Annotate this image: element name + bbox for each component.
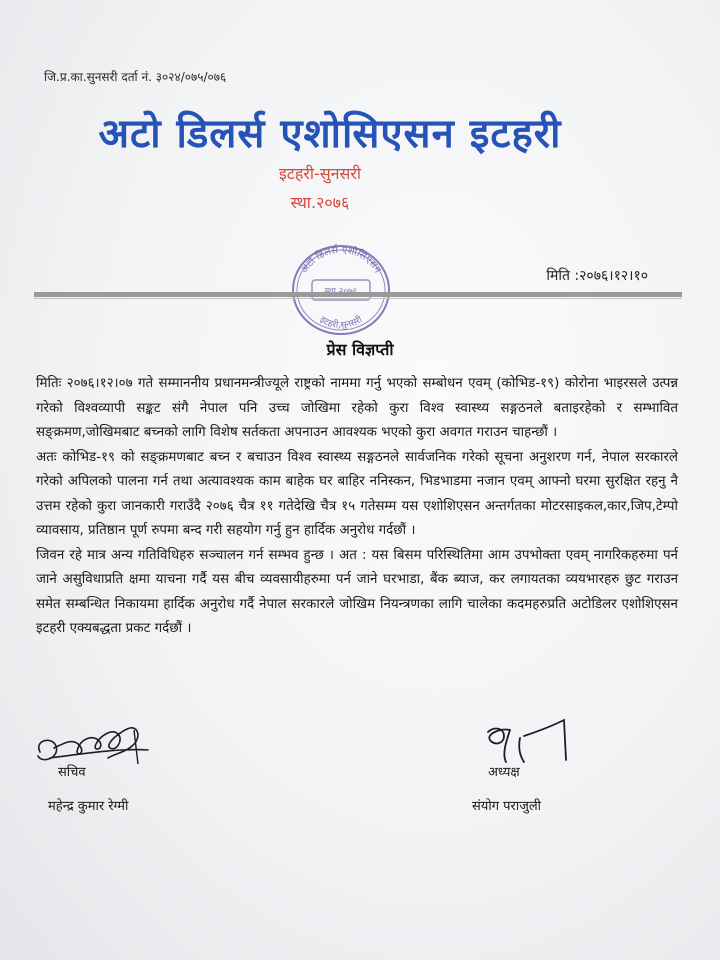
- seal-bottom-text: इटहरी,सुनसरी: [317, 314, 365, 331]
- secretary-label: सचिव: [58, 765, 86, 780]
- president-label: अध्यक्ष: [488, 765, 520, 780]
- organization-name: अटो डिलर्स एशोसिएसन इटहरी: [98, 111, 562, 157]
- paragraph-1: मितिः २०७६।१२।०७ गते सम्माननीय प्रधानमन्त्रीज्यूले राष्ट्रको नाममा गर्नु भएको सम्बोधन एवम् (कोभिड-१९) कोरोना भाइरसले उत्पन्न गरेको विश्वव्यापी सङ्कट संगै नेपाल पनि उच्च जोखिमा रहेको कुरा विश्व स्वास्थ्य सङ्गठनले बताइरहेको र सम्भावित सङ्क्रमण,जोखिमबाट बच्नको लागि विशेष सर्तकता अपनाउन आवश्यक भएको कुरा अवगत गराउन चाहन्छौं ।: [36, 376, 678, 440]
- header-divider: [34, 292, 682, 297]
- organization-seal-icon: [286, 240, 396, 336]
- press-release-body: [36, 372, 678, 642]
- secretary-name: महेन्द्र कुमार रेग्मी: [48, 799, 129, 814]
- header-divider-shadow: [34, 298, 682, 299]
- paragraph-2: अतः कोभिड-१९ को सङ्क्रमणबाट बच्न र बचाउन विश्व स्वास्थ्य सङ्गठनले सार्वजनिक गरेको सूचना अनुशरण गर्न, नेपाल सरकारले गरेको अपिलको पालना गर्न तथा अत्यावश्यक काम बाहेक घर बाहिर ननिस्कन, भिडभाडमा नजान एवम् आफ्नो घरमा सुरक्षित रहनु नै उत्तम रहेको कुरा जानकारी गराउँदै २०७६ चैत्र ११ गतेदेखि चैत्र १५ गतेसम्म यस एशोशिएसन अन्तर्गतका मोटरसाइकल,कार,जिप,टेम्पो व्यावसाय, प्रतिष्ठान पूर्ण रुपमा बन्द गरी सहयोग गर्नु हुन हार्दिक अनुरोध गर्दछौं ।: [36, 449, 678, 538]
- registration-number: जि.प्र.का.सुनसरी दर्ता नं. ३०२४/०७५/०७६: [44, 70, 227, 84]
- organization-address: इटहरी-सुनसरी: [278, 164, 362, 183]
- document-date: मिति :२०७६।१२।१०: [546, 268, 648, 284]
- svg-text:अटो डिलर्स एशोसिएसन: [299, 244, 383, 276]
- svg-text:इटहरी,सुनसरी: [318, 313, 365, 331]
- secretary-signature-icon: [30, 718, 170, 788]
- document-title: प्रेस विज्ञप्ती: [326, 340, 394, 359]
- seal-outer-text: अटो डिलर्स एशोसिएसन: [299, 244, 383, 276]
- paragraph-3: जिवन रहे मात्र अन्य गतिविधिहरु सञ्चालन गर्न सम्भव हुन्छ । अत : यस बिसम परिस्थितिमा आम उपभोक्ता एवम् नागरिकहरुमा पर्न जाने असुविधाप्रति क्षमा याचना गर्दै यस बीच व्यवसायीहरुमा पर्न जाने घरभाडा, बैंक ब्याज, कर लगायतका व्ययभारहरु छुट गराउन समेत सम्बन्धित निकायमा हार्दिक अनुरोध गर्दै नेपाल सरकारले जोखिम नियन्त्रणका लागि चालेका कदमहरुप्रति अटोडिलर एशोशिएसन इटहरी एक्यबद्धता प्रकट गर्दछौं ।: [36, 547, 678, 636]
- established-year: स्था.२०७६: [290, 193, 350, 212]
- president-name: संयोग पराजुली: [472, 799, 542, 814]
